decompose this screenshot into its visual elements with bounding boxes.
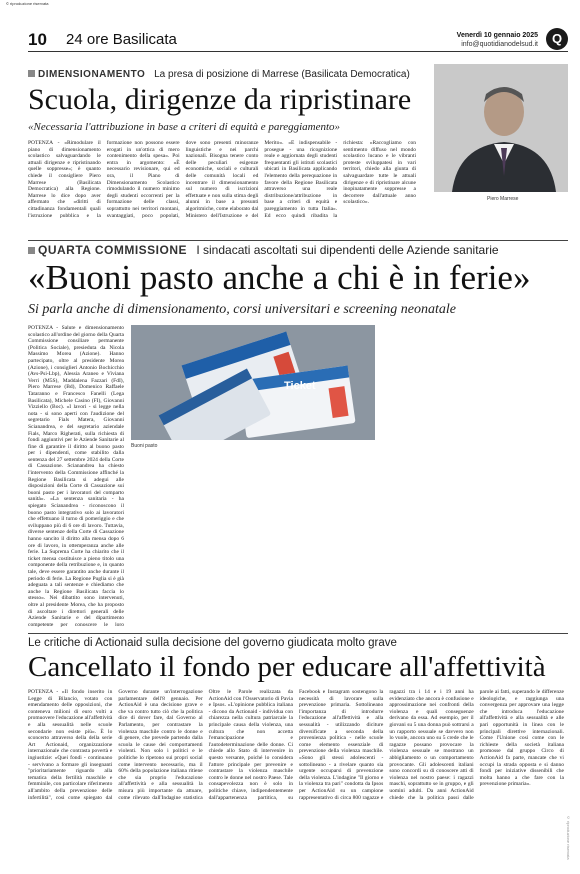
- article1-title: Scuola, dirigenze da ripristinare: [28, 83, 412, 116]
- square-bullet-icon: [28, 247, 35, 254]
- reserved-notice: © riproduzione riservata: [6, 1, 49, 6]
- article2-kicker: [28, 243, 499, 257]
- article2-kicker-text: I sindacati ascoltati sui dipendenti delle Aziende sanitarie: [196, 243, 499, 257]
- article1-body-continued: [434, 204, 568, 236]
- article2-photo-caption: Buoni pasto: [131, 443, 158, 449]
- article3-title: Cancellato il fondo per educare all'affettività: [28, 651, 546, 683]
- article1-subtitle: «Necessaria l'attribuzione in base a criteri di equità e pareggiamento»: [28, 121, 341, 133]
- article1-photo-caption: Piero Marrese: [487, 196, 519, 202]
- ticket-label: Ticket: [284, 380, 316, 392]
- footer-note: © riproduzione riservata: [566, 815, 571, 860]
- article3-body: POTENZA - «Il fondo inserito in Legge di Bilancio, votato con emendamento delle opposizioni, che conteneva milioni di euro volti a promuovere l'educazione all'affettività e alla sessualità nelle scuole secondarie non esiste più». È lo sconcerto attraverso della della serie Art Actionaid, organizzazione internazionale che contrasta povertà e ingiustizie: «Quei fondi - continuano - servivano a formare gli insegnanti "prioritariamente riguardo alla tematica della fertilità maschile e femminile, con particolare riferimento all'ambito della prevenzione delle infertilità", cosi come spiegato dal Governo durante un'interrogazione parlamentare dell'8 gennaio. Per ActionAid è una decisione grave e che va contro tutto ciò che la politica dice di dover fare, dal Governo al Parlamento, per contrastare la violenza maschile contro le donne e di genere, che prevede partendo dalla scuola le cause dei comportamenti violenti. Non solo i politici e le politiche lo ripetono sui propri social come intervento necessario, ma il 60% della popolazione italiana ritiene che sia proprio l'educazione all'affettività e alla sessualità la misura più importante da attuare, come rilevato dall'Indagine statistica Oltre le Parole realizzata da ActionAid con l'Osservatorio di Pavia e Ipsos. «L'opinione pubblica italiana - dicono da Actionaid - individua con chiarezza nella cultura patriarcale la principale causa della violenza, una cultura che non accetta l'emancipazione e l'autodeterminazione delle donne. Ci chiede allo Stato di intervenire in questo versante, poiché lo considera l'attore principale per prevenire e contrastare la violenza maschile contro le donne nel nostro Paese. Tale consapevolezza non è solo in politiche chiave, indipendentemente dall'appartenenza partitica, su Facebook e Instagram sostengono la necessità di lavorare sulla prevenzione primaria. Sottolineano l'importanza di introdurre l'educazione all'affettività e alla sessualità - utilizzando diciture diversificate a seconda della provenienza politica - nelle scuole come elemento essenziale di prevenzione della violenza maschile. «Sono gli stessi adolescenti - sottolineano - a rivelare quanto sia urgente occuparsi di prevenzione della violenza. L'indagine "Il giorno e la violenza tra pari" condotta da Ipsos per ActionAid su un campione rappresentativo di circa 800 ragazze e ragazzi tra i 14 e i 19 anni ha evidenziato che ancora è confusione e approssimazione nei confronti della violenza e quali conseguenze derivano da essa. Ad esempio, per il giovani su 5 una donna può sottrarsi a un rapporto sessuale se davvero non lo vuole, ancora uno su 5 crede che le ragazze possano provocare la violenza sessuale se mostrano un abbigliamento o un comportamento provocante. Gli adolescenti italiani sono concordi su di conoscere atti di violenza nel nostro paese: i ragazzi maschi, soprattutto se in gruppo, e gli uomini adulti. Da anni ActionAid chiede che la politica passi dalle parole ai fatti, superando le differenze ideologiche, e raggiunga una convergenza per approvare una legge che introduca l'educazione all'affettività e alla sessualità e alle pari opportunità in linea con le principali direttive internazionali. Come l'Unione così come con le richieste della società italiana promosse dal gruppo Circo di ActionAid fa parte, mancate che vi occupi la strada opposta e si danno fondi per iniziative dissenibili che molta hanno a che fare con la prevenzione primaria».: [28, 689, 564, 801]
- article2-kicker-tag: QUARTA COMMISSIONE: [38, 243, 187, 257]
- article1-kicker-tag: DIMENSIONAMENTO: [38, 69, 146, 80]
- newspaper-logo: Q: [546, 28, 568, 50]
- issue-date: Venerdì 10 gennaio 2025: [456, 32, 538, 39]
- article1-kicker-text: La presa di posizione di Marrese (Basilicata Democratica): [154, 69, 410, 80]
- page-number: 10: [28, 30, 47, 49]
- separator-rule: [28, 633, 568, 634]
- article2-body-right: [383, 325, 568, 629]
- article2-title: «Buoni pasto anche a chi è in ferie»: [28, 258, 531, 297]
- article1-body: POTENZA - «Rimodulare il piano di dimensionamento scolastico salvaguardando le attuali dirigenze e ripristinando quelle soppresse»; è quanto chiede il consigliere Piero Marrese (Basilicata Democratica) alla Regione. Marrese lo dice dopo aver affermato che «diritti di cittadinanza fondamentali quali l'istruzione pubblica e la formazione non possono essere erogati in un'ottica di mero contenimento della spesa». Poi entra in argomento: «È necessario revisionare, qui ed ora, il Piano di Dimensionamento Scolastico rimodulando il numero minimo degli studenti occorrenti per la formazione delle classi, soprattutto nei territori montani, svantaggiati, poco popolati, dove sono presenti minoranze linguistiche e nei parchi nazionali. Bisogna tenere conto delle peculiari esigenze economiche, sociali e culturali delle comunità locali ed incentrare il dimensionamento sul numero di iscrizioni effettuate e non sulla stima degli alunni in base a presunti algoritmiche, come elaborato dal Ministero dell'Istruzione e del Merito». «È indispensabile - prosegue - una ricognizione reale e aggiornata degli studenti frequentanti gli istituti scolastici ubicati in Basilicata applicando l'elemento della perequazione in favore della Regione Basilicata attraverso una reale distribuzione/attribuzione in base a criteri di equità e pareggiamento in tutta Italia». Ed ecco quindi ribadita la richiesta: «Raccogliamo con sentimento diffuso nel mondo scolastico lucano e le vibranti proteste sviluppatesi in vari territori, chiedo alla giunta di salvaguardare tutte le attuali dirigenze e di ripristinare alcune inopinatamente soppresse a decorrere dall'attuale anno scolastico».: [28, 140, 416, 219]
- article2-body: POTENZA - Salute e dimensionamento scolastico all'ordine del giorno della Quarta Commissione consiliare permanente (Politica Sociale), presieduta da Nicola Massimo Morea (Azione). Hanno partecipato, oltre al presidente Morea (Azione), i consiglieri Antonio Bochicchio (Avs-Psi-Lbp), Alessia Araneo e Viviana Verri (M5S), Maddalena Fazzari (FdI), Piero Marrese (Bd), Domenico Raffaele Tataranno e Francesco Fanelli (Lega Basilicata), Michele Casino (FI), Giovanni Vizziello (Boc). «I lavori - si legge nella nota - si sono aperti con l'audizione del segretario Fials Matera, Giovanni Scianandrea, e del segretario aziendale Fials, Marco Righerati, sulla richiesta di fondi aggiuntivi per le Aziende Sanitarie al fine di garantire il diritto al buono pasto per i dipendenti, come stabilito dalla sentenza del 27 settembre 2024 della Corte di Cassazione. Scianandrea ha chiesto l'intervento della Commissione affinché la Regione Basilicata si adegui alle disposizioni della Corte di Cassazione sui buoni pasto per i lavoratori del comparto sanità». «La sentenza sanitaria - ha spiegato Scianandrea - riconoscono il buono pasto integrativo solo ai lavoratori che effettuano il turno di pomeriggio e che sviluppano più di 6 ore di lavoro. Tuttavia, diverse sentenze della Corte di Cassazione hanno sancito il diritto alla mensa dopo 6 ore di lavoro, in ottemperanza anche alle ferie. La Suprema Corte ha chiarito che il ticket mensa costituisce a pieno titolo una componente della retribuzione e, in quanto tale, deve essere garantito anche durante il periodo di ferie. La Regione Puglia si è già adeguata a tali sentenze e chiediamo che anche la Regione Basilicata faccia lo stesso». Nei dibattito sono intervenuti, oltre al presidente Morea, che ha proposto di ascoltare i direttori generali delle Aziende Sanitarie e del dipartimento competente per conoscere le loro: [28, 325, 124, 628]
- article3-kicker: [28, 637, 397, 649]
- article2-body-lower: [131, 452, 375, 629]
- article3-kicker-text: Le critiche di Actionaid sulla decisione del governo giudicata molto grave: [28, 637, 397, 649]
- portrait-photo-icon: [434, 64, 568, 192]
- page-header: [28, 28, 568, 52]
- article2-photo: [131, 325, 375, 440]
- square-bullet-icon: [28, 70, 35, 77]
- separator-rule: [28, 240, 568, 241]
- header-date-block: [457, 31, 538, 49]
- meal-voucher-photo-icon: [131, 325, 375, 440]
- contact-email: info@quotidianodelsud.it: [461, 41, 538, 48]
- section-name: 24 ore Basilicata: [66, 31, 177, 48]
- article1-kicker: [28, 69, 410, 80]
- article1-photo: [434, 64, 568, 192]
- article2-subtitle: Si parla anche di dimensionamento, corsi universitari e screening neonatale: [28, 302, 456, 317]
